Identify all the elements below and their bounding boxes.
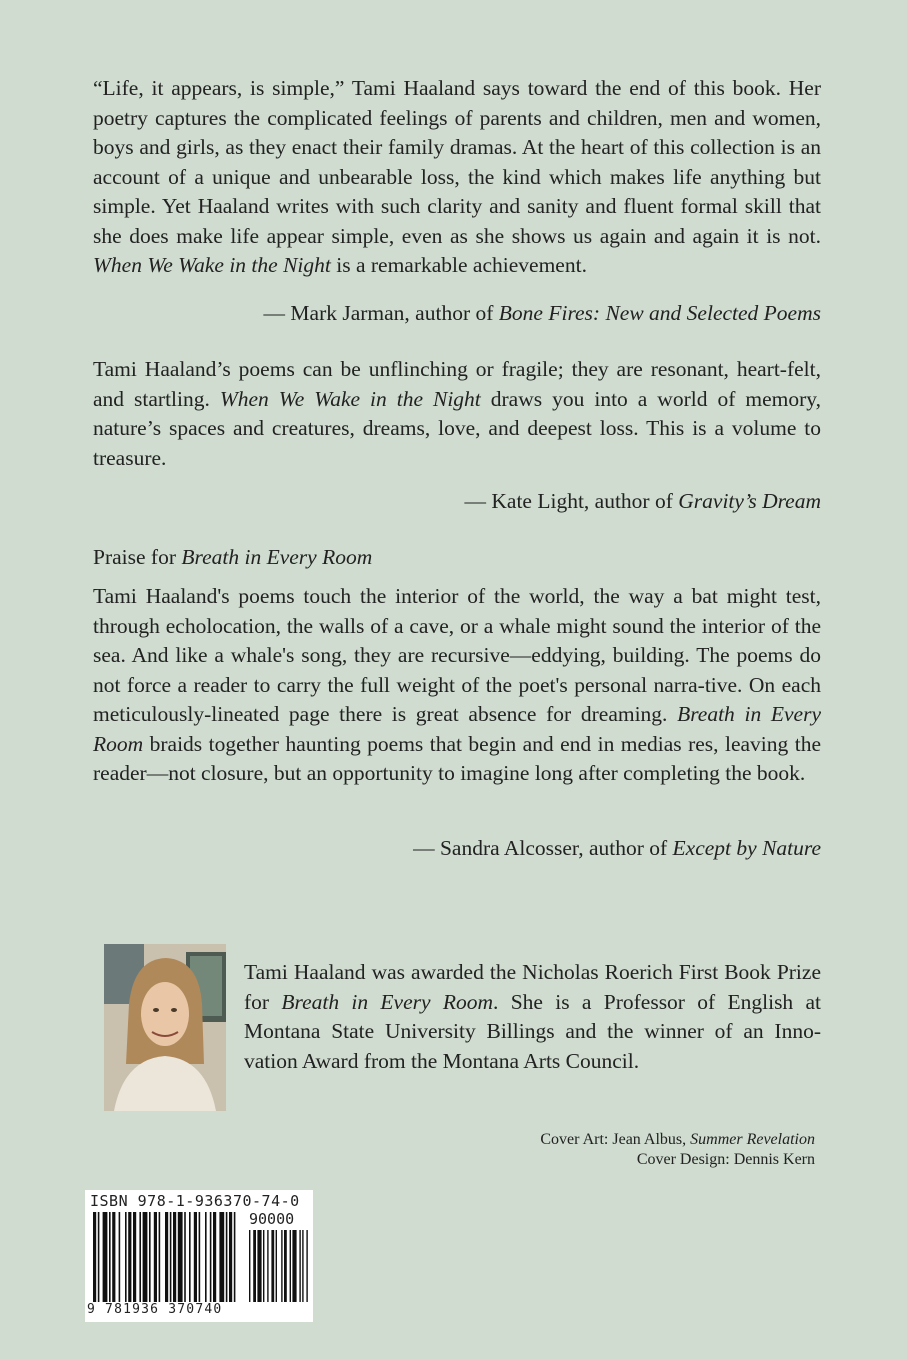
barcode-bar bbox=[139, 1212, 141, 1302]
book-title: Breath in Every Room bbox=[93, 702, 821, 756]
barcode-bar bbox=[189, 1212, 191, 1302]
barcode-bar bbox=[234, 1212, 236, 1302]
barcode-bar bbox=[119, 1212, 121, 1302]
barcode-bar bbox=[184, 1212, 186, 1302]
book-title: When We Wake in the Night bbox=[93, 253, 331, 277]
barcode-bar bbox=[226, 1212, 228, 1302]
addon-bar bbox=[292, 1230, 296, 1302]
praise-heading: Praise for Breath in Every Room bbox=[93, 545, 373, 569]
barcode-bar bbox=[219, 1212, 224, 1302]
barcode-bar bbox=[173, 1212, 176, 1302]
addon-bar bbox=[284, 1230, 287, 1302]
author-bio: Tami Haaland was awarded the Nicholas Roerich First Book Prize for Breath in Every Room. She is a Professor of English at Montana State University Billings and the winner of an Inno-vation Award from the Montana Arts Council. bbox=[244, 960, 822, 1073]
attribution-light: — Kate Light, author of Gravity’s Dream bbox=[464, 489, 821, 513]
barcode-bar bbox=[93, 1212, 96, 1302]
addon-bar bbox=[249, 1230, 250, 1302]
addon-bar bbox=[299, 1230, 300, 1302]
barcode-bar bbox=[178, 1212, 183, 1302]
addon-bar bbox=[271, 1230, 274, 1302]
addon-bar bbox=[290, 1230, 291, 1302]
barcode-bar bbox=[128, 1212, 131, 1302]
barcode-bar bbox=[229, 1212, 232, 1302]
barcode-bar bbox=[165, 1212, 168, 1302]
addon-bar bbox=[281, 1230, 282, 1302]
review-jarman bbox=[93, 74, 821, 281]
addon-bar bbox=[306, 1230, 307, 1302]
book-title: When We Wake in the Night bbox=[219, 386, 481, 411]
barcode-bar bbox=[109, 1212, 111, 1302]
addon-bar bbox=[302, 1230, 303, 1302]
barcode-bar bbox=[133, 1212, 136, 1302]
cover-design-credit: Cover Design: Dennis Kern bbox=[636, 1151, 815, 1168]
book-title: Breath in Every Room bbox=[281, 989, 494, 1014]
isbn-barcode bbox=[85, 1190, 313, 1322]
review-jarman-text: “Life, it appears, is simple,” Tami Haaland says toward the end of this book. Her poetry captures the complicated feelings of parents and children, men and women, boys and girls, as they enact their family dramas. At the heart of this collection is an account of a unique and unbearable loss, the kind which makes life anything but simple. Yet Haaland writes with such clarity and sanity and fluent formal skill that she does make life appear simple, even as she shows us again and again it is not. When We Wake in the Night is a remarkable achievement. bbox=[93, 76, 821, 277]
review-alcosser bbox=[93, 582, 821, 789]
addon-bar bbox=[267, 1230, 268, 1302]
barcode-bar bbox=[149, 1212, 151, 1302]
barcode-bar bbox=[143, 1212, 148, 1302]
addon-bar bbox=[263, 1230, 264, 1302]
barcode-bar bbox=[210, 1212, 212, 1302]
review-alcosser-text: Tami Haaland's poems touch the interior of the world, the way a bat might test, through echolocation, the walls of a cave, or a whale might sound the interior of the sea. And like a whale's song, they are recursive—eddying, building. The poems do not force a reader to carry the full weight of the poet's personal narra-tive. On each meticulously-lineated page there is great absence for dreaming. Breath in Every Room braids together haunting poems that begin and end in medias res, leaving the reader—not closure, but an opportunity to imagine long after completing the book. bbox=[93, 584, 821, 785]
review-light-text: Tami Haaland’s poems can be unflinching or fragile; they are resonant, heart-felt, and startling. When We Wake in the Night draws you into a world of memory, nature’s spaces and creatures, dreams, love, and deepest loss. This is a volume to treasure. bbox=[93, 357, 821, 470]
barcode-bar bbox=[125, 1212, 127, 1302]
attribution-alcosser: — Sandra Alcosser, author of Except by Nature bbox=[413, 836, 821, 860]
ean-number: 9 781936 370740 bbox=[87, 1302, 223, 1317]
cover-credits bbox=[540, 1130, 815, 1170]
review-light bbox=[93, 355, 821, 473]
barcode-bar bbox=[154, 1212, 157, 1302]
barcode-bar bbox=[170, 1212, 172, 1302]
price-code: 90000 bbox=[249, 1210, 295, 1228]
barcode-bar bbox=[159, 1212, 161, 1302]
barcode-bar bbox=[213, 1212, 216, 1302]
barcode-bar bbox=[112, 1212, 115, 1302]
attribution-jarman: — Mark Jarman, author of Bone Fires: New and Selected Poems bbox=[263, 301, 821, 325]
barcode-bar bbox=[205, 1212, 207, 1302]
cover-art-credit: Cover Art: Jean Albus, Summer Revelation bbox=[540, 1131, 815, 1148]
barcode-bar bbox=[103, 1212, 108, 1302]
barcode-bar bbox=[98, 1212, 100, 1302]
addon-bar bbox=[257, 1230, 261, 1302]
isbn-number: ISBN 978-1-936370-74-0 bbox=[90, 1192, 300, 1210]
barcode-bar bbox=[194, 1212, 197, 1302]
addon-bar bbox=[253, 1230, 256, 1302]
addon-bar bbox=[276, 1230, 277, 1302]
barcode-bar bbox=[199, 1212, 201, 1302]
author-photo bbox=[104, 944, 226, 1111]
